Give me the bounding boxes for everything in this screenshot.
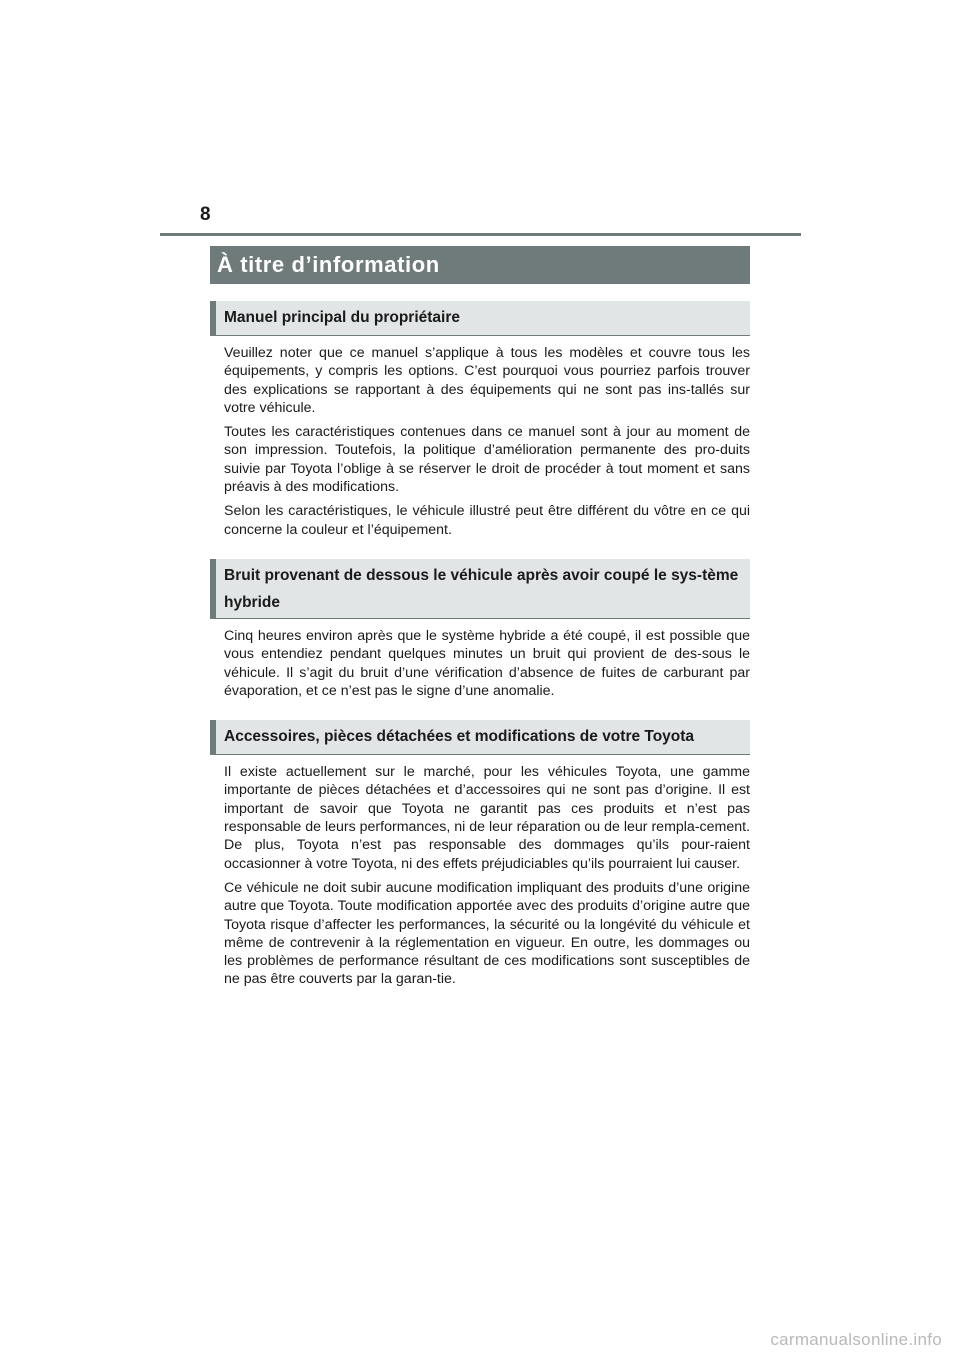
section-heading: Bruit provenant de dessous le véhicule après avoir coupé le sys-tème hybride: [210, 559, 750, 619]
page-content: [210, 246, 750, 995]
section-heading: Accessoires, pièces détachées et modifications de votre Toyota: [210, 720, 750, 755]
section-accessories: [210, 720, 750, 989]
section-hybrid-noise: [210, 559, 750, 700]
paragraph: Veuillez noter que ce manuel s’applique à tous les modèles et couvre tous les équipements, y compris les options. C’est pourquoi vous pourriez parfois trouver des explications se rapportant à des équipements qui ne sont pas ins-tallés sur votre véhicule.: [224, 345, 750, 416]
section-heading: Manuel principal du propriétaire: [210, 301, 750, 336]
watermark: carmanualsonline.info: [770, 1330, 942, 1349]
top-rule: [160, 233, 801, 236]
paragraph: Toutes les caractéristiques contenues dans ce manuel sont à jour au moment de son impression. Toutefois, la politique d’amélioration permanente des pro-duits suivie par Toyota l’oblige à se réserver le droit de procéder à tout moment et sans préavis à des modifications.: [224, 424, 750, 496]
section-owner-manual: [210, 301, 750, 539]
paragraph: Cinq heures environ après que le système hybride a été coupé, il est possible que vous entendiez pendant quelques minutes un bruit qui provient de des-sous le véhicule. Il s’agit du bruit d’une vérification d’absence de fuites de carburant par évaporation, et ce n’est pas le signe d’une anomalie.: [224, 627, 750, 699]
paragraph: Il existe actuellement sur le marché, pour les véhicules Toyota, une gamme importante de pièces détachées et d’accessoires qui ne sont pas d’origine. Il est important de savoir que Toyota ne garantit pas ces produits et n’est pas responsable de leurs performances, ni de leur réparation ou de leur rempla-cement. De plus, Toyota n’est pas responsable des dommages qu’ils pour-raient occasionner à votre Toyota, ni des effets préjudiciables qu’ils pourraient lui causer.: [224, 764, 751, 872]
paragraph: Ce véhicule ne doit subir aucune modification impliquant des produits d’une origine autre que Toyota. Toute modification apportée avec des produits d’origine autre que Toyota risque d’affecter les performances, la sécurité ou la longévité du véhicule et même de contrevenir à la réglementation en vigueur. En outre, les dommages ou les problèmes de performance résultant de ces modifications sont susceptibles de ne pas être couverts par la garan-tie.: [224, 879, 750, 988]
page-number: 8: [200, 204, 211, 225]
main-heading: À titre d’information: [210, 246, 750, 284]
paragraph: Selon les caractéristiques, le véhicule illustré peut être différent du vôtre en ce qui concerne la couleur et l’équipement.: [224, 503, 750, 538]
